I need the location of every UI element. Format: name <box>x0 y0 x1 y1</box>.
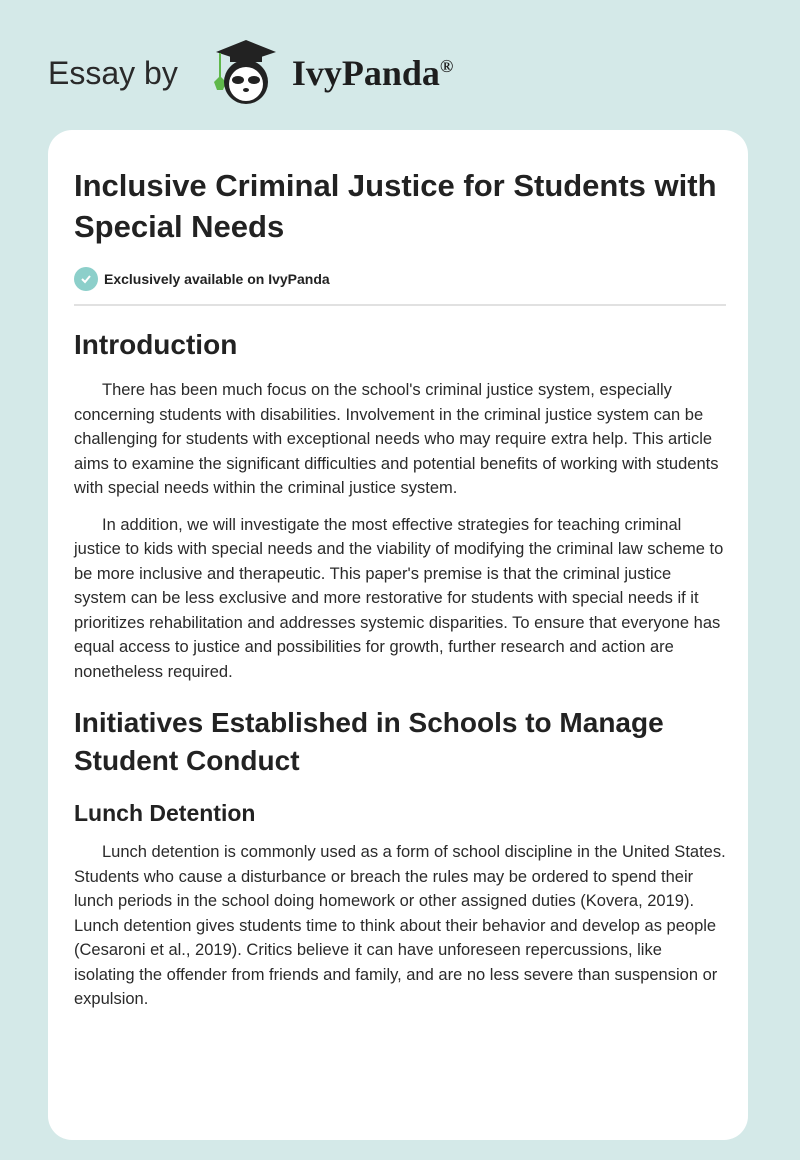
divider <box>74 304 726 306</box>
brand-name[interactable] <box>292 52 454 94</box>
paragraph: Lunch detention is commonly used as a form of school discipline in the United States. Students who cause a disturbance or breach the rules may be ordered to spend their lunch periods in the school doing homework or other assigned duties (Kovera, 2019). Lunch detention gives students time to think about their behavior and develop as people (Cesaroni et al., 2019). Critics believe it can have unforeseen repercussions, like isolating the offender from friends and family, and are no less severe than suspension or expulsion. <box>74 843 726 1008</box>
ivypanda-logo-icon[interactable] <box>196 38 286 108</box>
page-title: Inclusive Criminal Justice for Students with Special Needs <box>74 168 717 244</box>
section-heading: Initiatives Established in Schools to Manage Student Conduct <box>74 707 664 776</box>
brand-text: IvyPanda <box>291 53 440 93</box>
check-icon <box>74 267 98 291</box>
badge-label: Exclusively available on IvyPanda <box>104 271 330 287</box>
paragraph: There has been much focus on the school's criminal justice system, especially concerning students with disabilities. Involvement in the criminal justice system can be challenging for students with exceptional needs who may require extra help. This article aims to examine the significant difficulties and potential benefits of working with students with special needs within the criminal justice system. <box>74 381 719 497</box>
subsection-heading: Lunch Detention <box>74 800 256 826</box>
essay-card <box>48 130 748 1140</box>
site-header <box>48 38 453 108</box>
registered-mark: ® <box>439 56 454 76</box>
section-heading: Introduction <box>74 329 238 360</box>
exclusive-badge <box>74 267 726 291</box>
paragraph: In addition, we will investigate the most effective strategies for teaching criminal justice to kids with special needs and the viability of modifying the criminal law scheme to be more inclusive and therapeutic. This paper's premise is that the criminal justice system can be less exclusive and more restorative for students with special needs if it prioritizes rehabilitation and addresses systemic disparities. To ensure that everyone has equal access to justice and possibilities for growth, further research and action are nonetheless required. <box>74 515 724 681</box>
essay-by-label: Essay by <box>48 54 178 91</box>
